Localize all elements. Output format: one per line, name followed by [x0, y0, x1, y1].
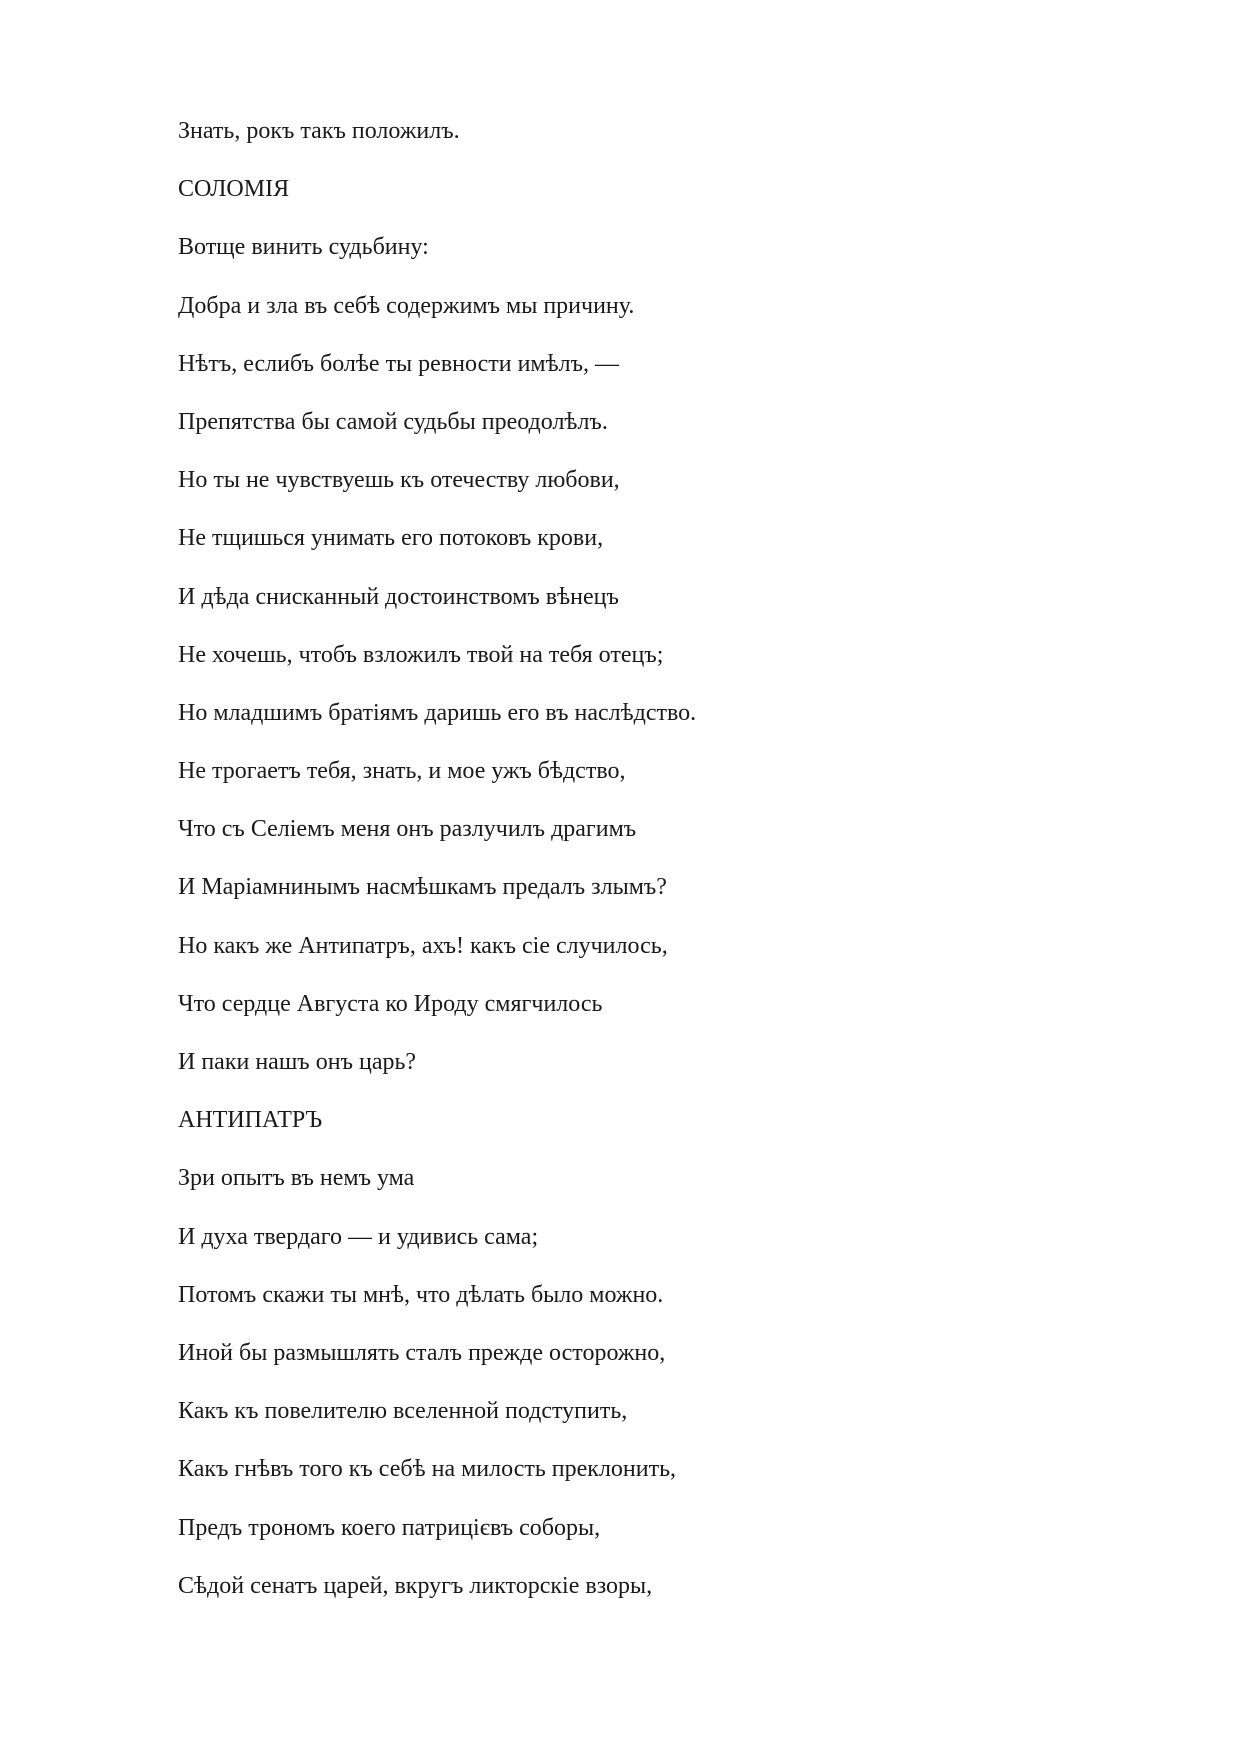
verse-line: Потомъ скажи ты мнѣ, что дѣлать было можно.: [178, 1281, 664, 1308]
verse-line: Не трогаетъ тебя, знать, и мое ужъ бѣдство,: [178, 758, 626, 785]
verse-line: Что сердце Августа ко Ироду смягчилось: [178, 990, 603, 1017]
speaker-name: АНТИПАТРЪ: [178, 1107, 323, 1134]
verse-line: Что съ Селіемъ меня онъ разлучилъ драгимъ: [178, 816, 637, 843]
verse-line: И духа твердаго — и удивись сама;: [178, 1223, 539, 1250]
verse-line: Знать, рокъ такъ положилъ.: [178, 118, 460, 144]
verse-line: Но какъ же Антипатръ, ахъ! какъ сіе случилось,: [178, 932, 668, 959]
verse-line: Вотще винить судьбину:: [178, 234, 429, 261]
verse-line: Сѣдой сенатъ царей, вкругъ ликторскіе взоры,: [178, 1572, 653, 1599]
verse-line: Добра и зла въ себѣ содержимъ мы причину.: [178, 292, 635, 319]
verse-line: Иной бы размышлять сталъ прежде осторожно,: [178, 1339, 666, 1366]
verse-line: Нѣтъ, еслибъ болѣе ты ревности имѣлъ, —: [178, 350, 620, 377]
verse-line: Какъ къ повелителю вселенной подступить,: [178, 1398, 628, 1425]
verse-line: Какъ гнѣвъ того къ себѣ на милость преклонить,: [178, 1456, 677, 1483]
verse-line: Не хочешь, чтобъ взложилъ твой на тебя отецъ;: [178, 641, 664, 668]
verse-line: Зри опытъ въ немъ ума: [178, 1165, 415, 1192]
verse-line: Препятства бы самой судьбы преодолѣлъ.: [178, 408, 608, 435]
verse-line: Но младшимъ братіямъ даришь его въ наслѣдство.: [178, 699, 697, 726]
speaker-name: СОЛОМІЯ: [178, 176, 290, 203]
verse-line: Но ты не чувствуешь къ отечеству любови,: [178, 467, 620, 494]
verse-line: Не тщишься унимать его потоковъ крови,: [178, 525, 604, 552]
verse-line: Предъ трономъ коего патрицієвъ соборы,: [178, 1514, 601, 1541]
verse-line: И паки нашъ онъ царь?: [178, 1049, 417, 1075]
verse-text: [178, 116, 1178, 1629]
verse-line: И дѣда снисканный достоинствомъ вѣнецъ: [178, 583, 619, 610]
verse-line: И Маріамнинымъ насмѣшкамъ предалъ злымъ?: [178, 874, 667, 901]
